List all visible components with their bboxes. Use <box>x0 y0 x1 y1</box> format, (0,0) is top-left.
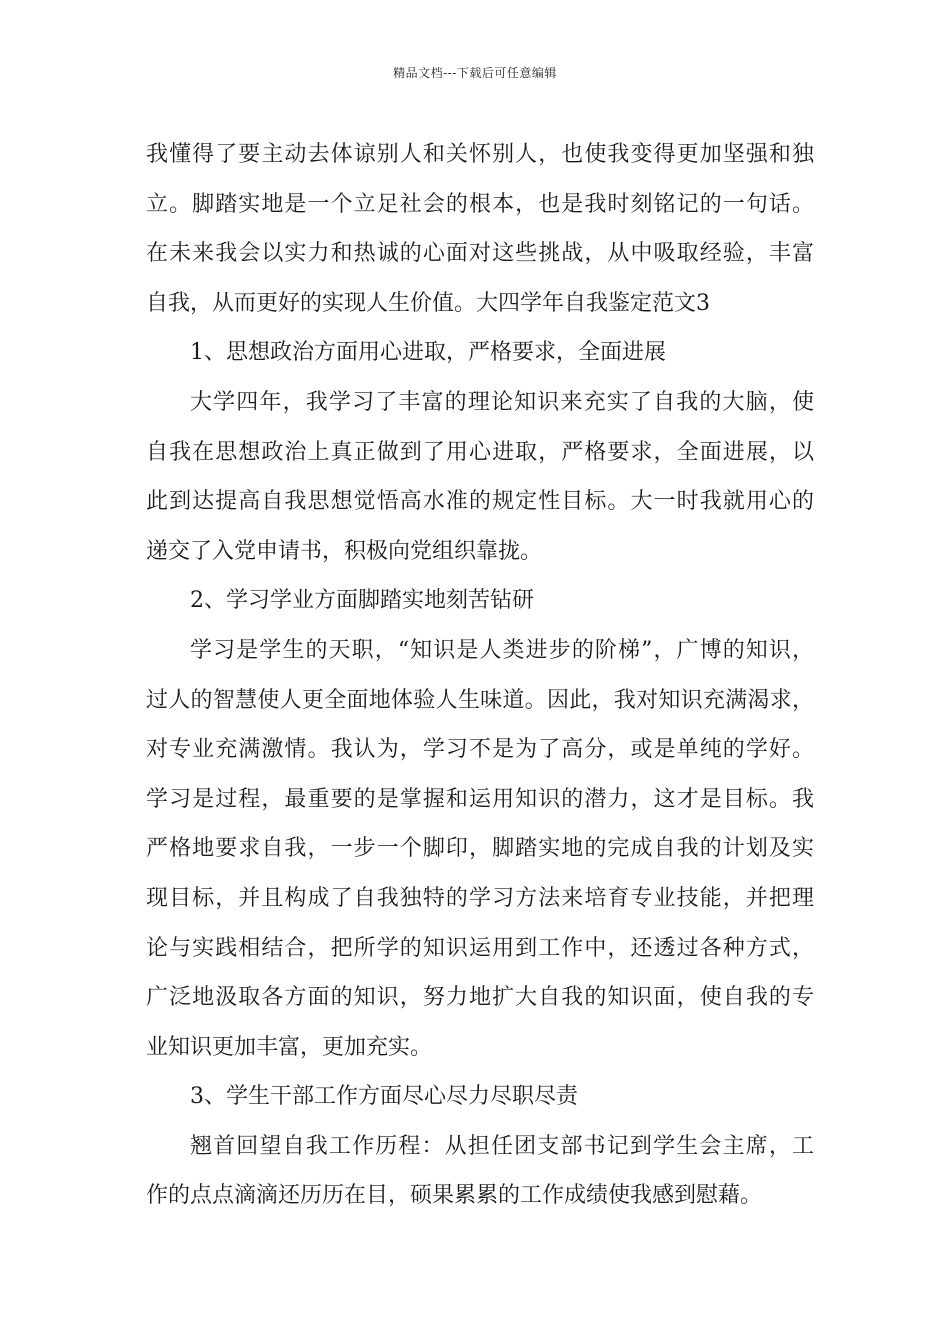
text-line: 2、学习学业方面脚踏实地刻苦钻研 <box>190 588 534 614</box>
text-line: 过人的智慧使人更全面地体验人生味道。因此，我对知识充满渴求， <box>146 687 814 713</box>
text-line: 在未来我会以实力和热诚的心面对这些挑战，从中吸取经验，丰富 <box>146 241 814 267</box>
text-line: 论与实践相结合，把所学的知识运用到工作中，还透过各种方式， <box>146 935 814 961</box>
document-body <box>146 130 814 1221</box>
text-line: 立。脚踏实地是一个立足社会的根本，也是我时刻铭记的一句话。 <box>146 191 814 217</box>
text-line: 自我在思想政治上真正做到了用心进取，严格要求，全面进展，以 <box>146 439 814 465</box>
page-header: 精品文档---下载后可任意编辑 <box>393 66 557 80</box>
text-line: 严格地要求自我，一步一个脚印，脚踏实地的完成自我的计划及实 <box>146 836 814 862</box>
text-line: 现目标，并且构成了自我独特的学习方法来培育专业技能，并把理 <box>146 885 814 911</box>
text-line: 我懂得了要主动去体谅别人和关怀别人，也使我变得更加坚强和独 <box>146 142 814 167</box>
text-line: 此到达提高自我思想觉悟高水准的规定性目标。大一时我就用心的 <box>146 489 814 515</box>
text-line: 自我，从而更好的实现人生价值。大四学年自我鉴定范文3 <box>146 290 710 316</box>
text-line: 大学四年，我学习了丰富的理论知识来充实了自我的大脑，使 <box>190 389 814 415</box>
text-line: 学习是学生的天职，“知识是人类进步的阶梯”，广博的知识， <box>190 637 814 663</box>
text-line: 3、学生干部工作方面尽心尽力尽职尽责 <box>190 1084 578 1110</box>
text-line: 业知识更加丰富，更加充实。 <box>146 1034 433 1060</box>
text-line: 1、思想政治方面用心进取，严格要求，全面进展 <box>190 340 666 366</box>
text-line: 翘首回望自我工作历程：从担任团支部书记到学生会主席，工 <box>190 1133 814 1159</box>
text-line: 广泛地汲取各方面的知识，努力地扩大自我的知识面，使自我的专 <box>146 985 814 1011</box>
text-line: 对专业充满激情。我认为，学习不是为了高分，或是单纯的学好。 <box>146 737 814 763</box>
text-line: 递交了入党申请书，积极向党组织靠拢。 <box>146 538 543 564</box>
text-line: 作的点点滴滴还历历在目，硕果累累的工作成绩使我感到慰藉。 <box>146 1183 763 1209</box>
text-line: 学习是过程，最重要的是掌握和运用知识的潜力，这才是目标。我 <box>146 786 814 812</box>
